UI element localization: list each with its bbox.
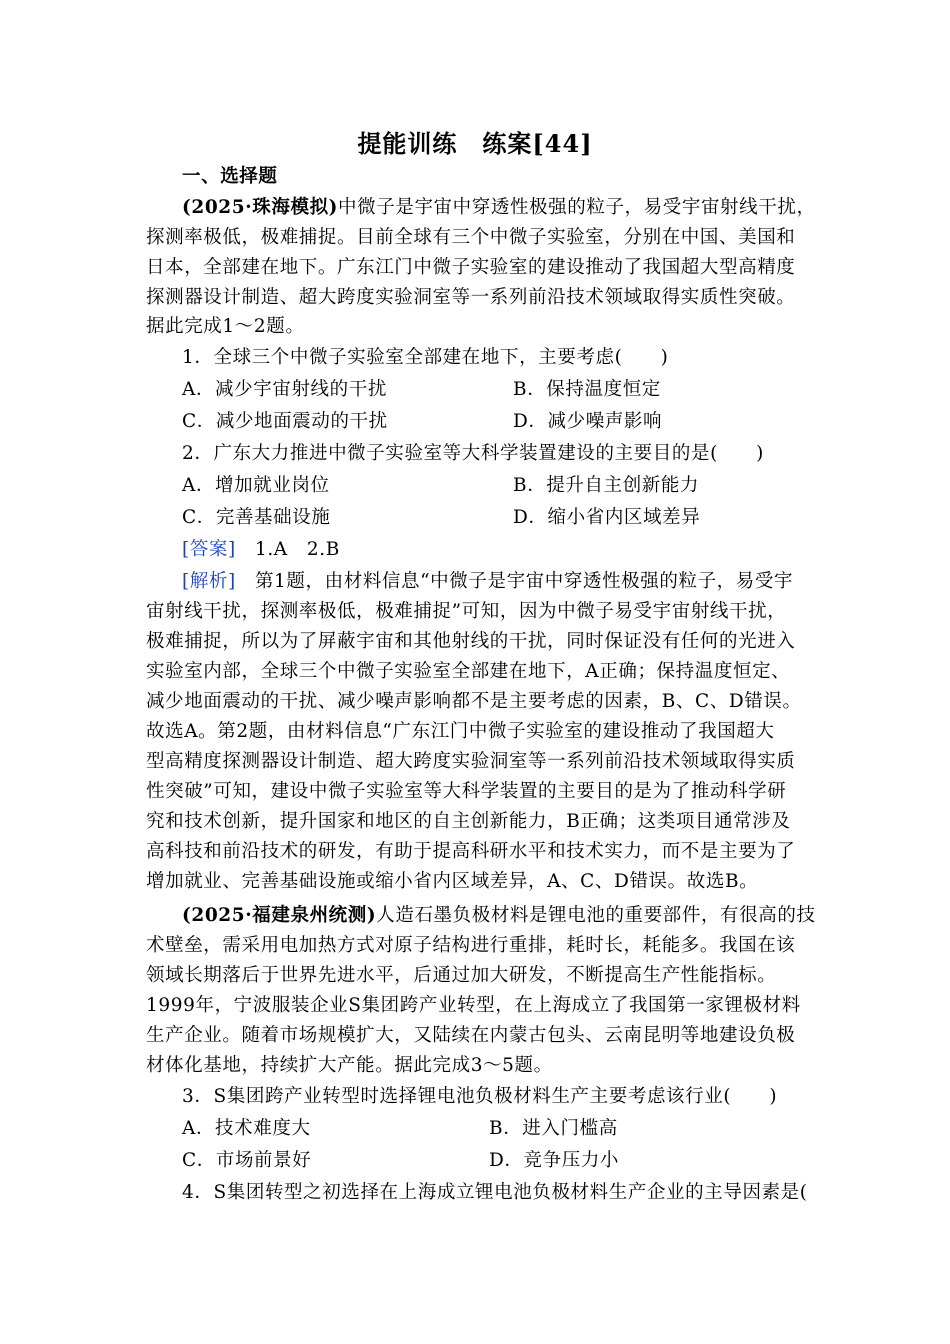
analysis-line-6: 故选A。第2题，由材料信息“广东江门中微子实验室的建设推动了我国超大: [146, 721, 775, 742]
question-3-option-c: C．市场前景好: [182, 1150, 312, 1171]
question-4-stem: 4．S集团转型之初选择在上海成立锂电池负极材料生产企业的主导因素是(: [182, 1182, 808, 1203]
answer-line: [182, 538, 842, 562]
question-2-option-d: D．缩小省内区域差异: [513, 507, 701, 528]
question-1-stem: 1．全球三个中微子实验室全部建在地下，主要考虑( ): [182, 347, 669, 368]
material-1-line-2: 探测率极低，极难捕捉。目前全球有三个中微子实验室，分别在中国、美国和: [146, 227, 796, 248]
question-2-option-c: C．完善基础设施: [182, 507, 331, 528]
page-title: 提能训练 练案[44]: [357, 129, 593, 158]
material-1-line-1: (2025·珠海模拟)中微子是宇宙中穿透性极强的粒子，易受宇宙射线干扰，: [182, 197, 816, 218]
section-heading: 一、选择题: [182, 166, 278, 187]
analysis-line-11: 增加就业、完善基础设施或缩小省内区域差异，A、C、D错误。故选B。: [146, 871, 759, 892]
analysis-line-10: 高科技和前沿技术的研发，有助于提高科研水平和技术实力，而不是主要为了: [146, 841, 796, 862]
analysis-line-3: 极难捕捉，所以为了屏蔽宇宙和其他射线的干扰，同时保证没有任何的光进入: [146, 631, 796, 652]
question-2-stem: 2．广东大力推进中微子实验室等大科学装置建设的主要目的是( ): [182, 443, 764, 464]
material-1-line-3: 日本，全部建在地下。广东江门中微子实验室的建设推动了我国超大型高精度: [146, 257, 796, 278]
material-2-line-3: 领域长期落后于世界先进水平，后通过加大研发，不断提高生产性能指标。: [146, 965, 777, 986]
analysis-line-1: [解析] 第1题，由材料信息“中微子是宇宙中穿透性极强的粒子，易受宇: [182, 571, 794, 592]
analysis-line-7: 型高精度探测器设计制造、超大跨度实验洞室等一系列前沿技术领域取得实质: [146, 751, 796, 772]
question-1-option-b: B．保持温度恒定: [513, 379, 661, 400]
analysis-line-4: 实验室内部，全球三个中微子实验室全部建在地下，A正确；保持温度恒定、: [146, 661, 791, 682]
analysis-line-8: 性突破”可知，建设中微子实验室等大科学装置的主要目的是为了推动科学研: [146, 781, 787, 802]
analysis-tag: [解析]: [182, 571, 236, 592]
analysis-line-5: 减少地面震动的干扰、减少噪声影响都不是主要考虑的因素，B、C、D错误。: [146, 691, 802, 712]
analysis-line-2: 宙射线干扰，探测率极低，极难捕捉”可知，因为中微子易受宇宙射线干扰，: [146, 601, 787, 622]
material-1-line-5: 据此完成1～2题。: [146, 316, 305, 337]
material-2-line-5: 生产企业。随着市场规模扩大，又陆续在内蒙古包头、云南昆明等地建设负极: [146, 1025, 796, 1046]
question-1-option-c: C．减少地面震动的干扰: [182, 411, 388, 432]
question-3-option-a: A．技术难度大: [182, 1118, 311, 1139]
material-1-line-4: 探测器设计制造、超大跨度实验洞室等一系列前沿技术领域取得实质性突破。: [146, 287, 796, 308]
material-2-source: (2025·福建泉州统测): [182, 905, 377, 926]
answer-tag: [答案]: [182, 539, 236, 560]
material-2-line-1: (2025·福建泉州统测)人造石墨负极材料是锂电池的重要部件，有很高的技: [182, 905, 816, 926]
material-2-line-6: 材体化基地，持续扩大产能。据此完成3～5题。: [146, 1055, 553, 1076]
question-3-stem: 3．S集团跨产业转型时选择锂电池负极材料生产主要考虑该行业( ): [182, 1086, 778, 1107]
question-2-option-a: A．增加就业岗位: [182, 475, 330, 496]
analysis-line-9: 究和技术创新，提升国家和地区的自主创新能力，B正确；这类项目通常涉及: [146, 811, 791, 832]
material-2-line-4: 1999年，宁波服装企业S集团跨产业转型，在上海成立了我国第一家锂极材料: [146, 995, 801, 1016]
question-1-option-a: A．减少宇宙射线的干扰: [182, 379, 387, 400]
material-1-source: (2025·珠海模拟): [182, 197, 339, 218]
question-3-option-d: D．竞争压力小: [489, 1150, 620, 1171]
material-2-line-2: 术壁垒，需采用电加热方式对原子结构进行重排，耗时长，耗能多。我国在该: [146, 935, 796, 956]
question-1-option-d: D．减少噪声影响: [513, 411, 663, 432]
question-2-option-b: B．提升自主创新能力: [513, 475, 700, 496]
question-3-option-b: B．进入门槛高: [489, 1118, 618, 1139]
answer-text: 1.A 2.B: [235, 539, 340, 560]
